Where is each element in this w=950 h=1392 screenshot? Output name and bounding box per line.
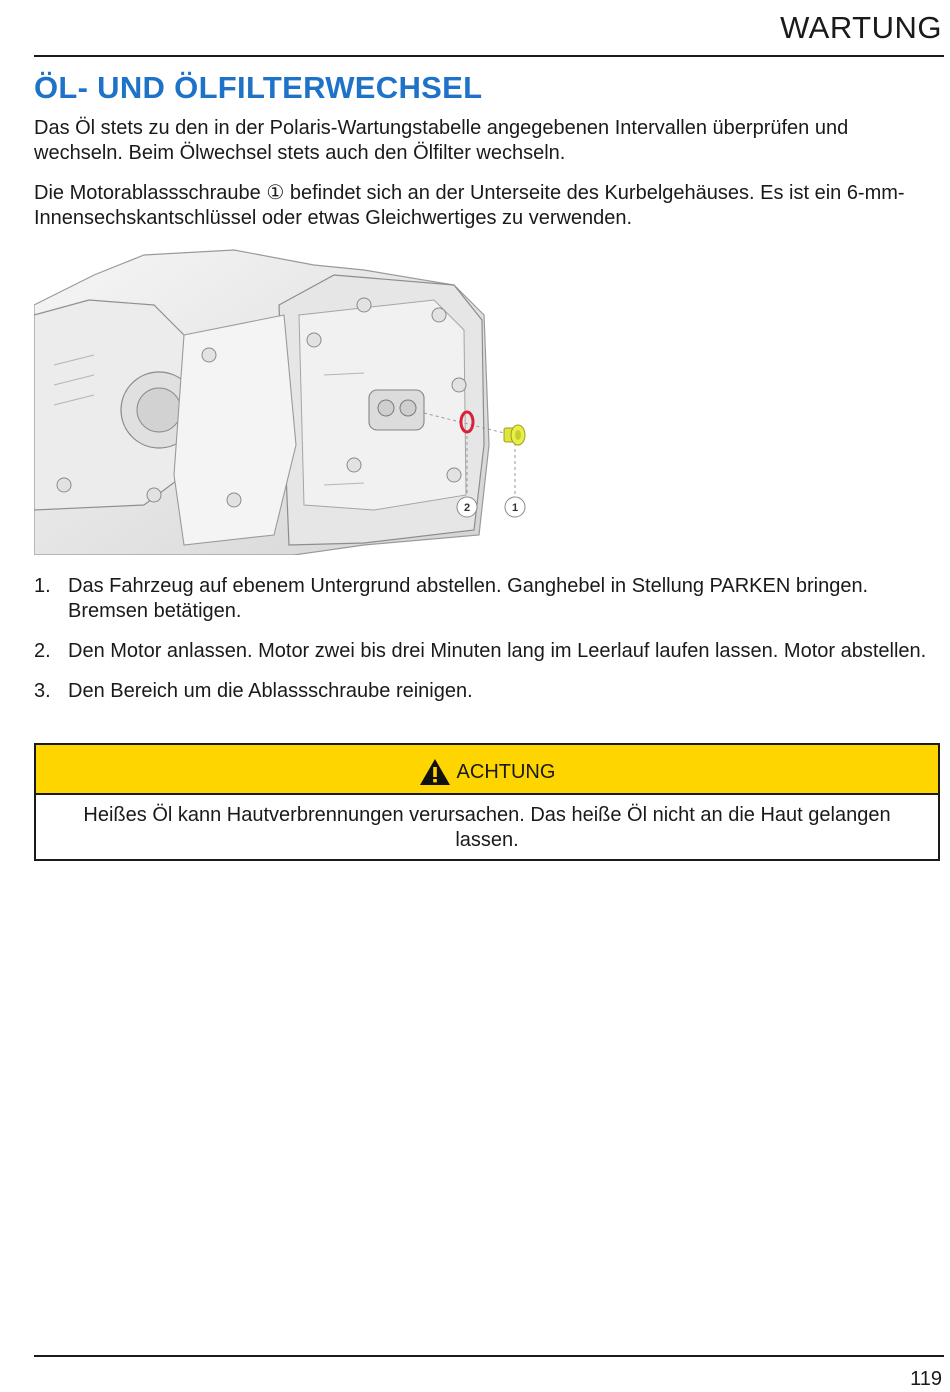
header-divider xyxy=(34,55,944,57)
step-1 xyxy=(34,574,939,624)
svg-text:1: 1 xyxy=(511,502,519,514)
section-header: WARTUNG xyxy=(780,10,942,45)
drain-plug-paragraph: Die Motorablassschraube ① befindet sich an der Unterseite des Kurbelgehäuses. Es ist ein 6-mm-Innensechskantschlüssel oder etwas Gleichwertiges zu verwenden. xyxy=(34,182,905,229)
engine-block xyxy=(34,250,489,555)
footer-divider xyxy=(34,1355,944,1357)
step-number: 3. xyxy=(34,680,51,702)
step-number: 1. xyxy=(34,575,51,597)
page-title: ÖL- UND ÖLFILTERWECHSEL xyxy=(34,70,483,105)
step-text: Den Motor anlassen. Motor zwei bis drei Minuten lang im Leerlauf laufen lassen. Motor abstellen. xyxy=(68,640,927,662)
warning-triangle-icon xyxy=(419,758,451,786)
caution-header xyxy=(36,745,938,795)
engine-drain-plug-illustration xyxy=(34,245,534,555)
drain-plug-icon xyxy=(504,425,525,445)
callout-2 xyxy=(457,497,477,517)
procedure-steps xyxy=(34,574,939,719)
svg-text:2: 2 xyxy=(463,502,471,514)
callout-1 xyxy=(505,497,525,517)
caution-label: ACHTUNG xyxy=(456,760,556,783)
step-text: Den Bereich um die Ablassschraube reinigen. xyxy=(68,680,473,702)
step-3 xyxy=(34,679,939,704)
intro-paragraph: Das Öl stets zu den in der Polaris-Wartungstabelle angegebenen Intervallen überprüfen und wechseln. Beim Ölwechsel stets auch den Ölfilter wechseln. xyxy=(34,117,849,164)
step-number: 2. xyxy=(34,640,51,662)
caution-box xyxy=(34,743,940,861)
step-text: Das Fahrzeug auf ebenem Untergrund abstellen. Ganghebel in Stellung PARKEN bringen. Bremsen betätigen. xyxy=(68,575,869,622)
page-number: 119 xyxy=(910,1368,942,1390)
step-2 xyxy=(34,639,939,664)
caution-text: Heißes Öl kann Hautverbrennungen verursachen. Das heiße Öl nicht an die Haut gelangen lassen. xyxy=(83,804,891,851)
